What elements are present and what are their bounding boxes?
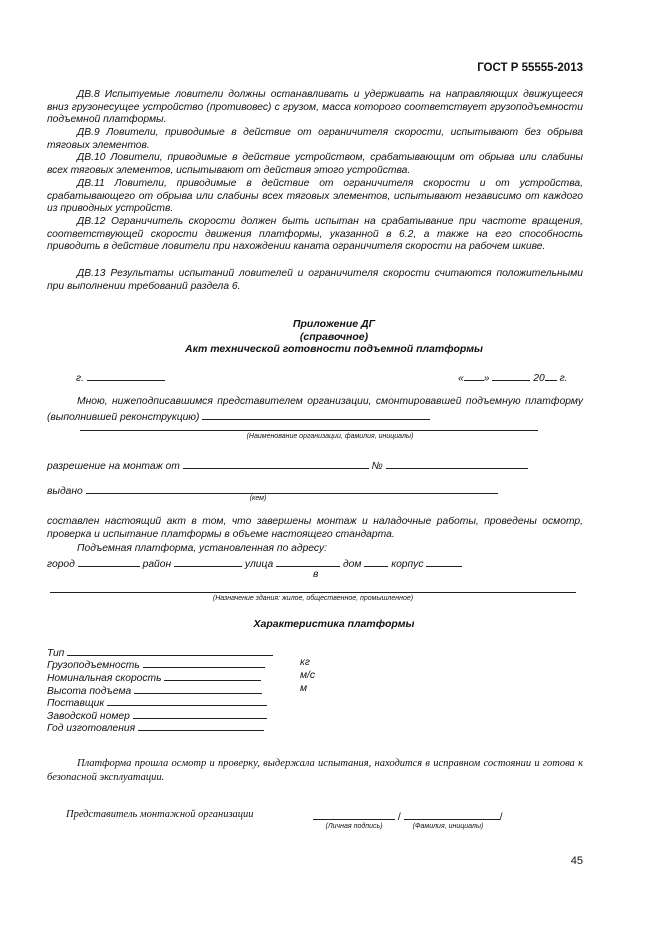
day-field[interactable] xyxy=(464,370,484,381)
spec-label: Тип xyxy=(47,648,65,659)
organization-field-line[interactable] xyxy=(80,430,538,431)
page-number: 45 xyxy=(570,855,583,867)
height-field[interactable] xyxy=(134,683,262,694)
city-field[interactable] xyxy=(87,370,165,381)
clause-dv11: ДВ.11 Ловители, приводимые в действие от ограничителя скорости и от устройства, срабатывающего от обрыва или слабины всех тяговых элементов, испытывают независимо от каждого из приводных устройств. xyxy=(47,178,583,215)
year-suffix: г. xyxy=(559,373,568,384)
issued-line xyxy=(47,483,498,497)
date-line xyxy=(458,370,568,384)
building-field[interactable] xyxy=(426,556,462,567)
signature-label: Представитель монтажной организации xyxy=(66,809,254,820)
intro-text-label: Мною, нижеподписавшимся представителем организации, смонтировавшей подъемную платформу (выполнившей реконструкцию) xyxy=(47,396,583,423)
permit-line xyxy=(47,458,528,472)
year-made-field[interactable] xyxy=(138,720,264,731)
date-open: « xyxy=(458,373,464,384)
clause-dv10: ДВ.10 Ловители, приводимые в действие устройством, срабатывающим от обрыва или слабины всех тяговых элементов, испытывают от действия этого устройства. xyxy=(47,152,583,176)
issued-caption: (кем) xyxy=(249,495,267,502)
year-prefix: 20 xyxy=(533,373,545,384)
standard-number: ГОСТ Р 55555-2013 xyxy=(477,62,583,74)
spec-row-capacity xyxy=(47,657,265,671)
spec-row-year xyxy=(47,720,264,734)
appendix-heading: Акт технической готовности подъемной платформы xyxy=(185,343,483,355)
clause-dv8: ДВ.8 Испытуемые ловители должны останавливать и удерживать на направляющих движущееся вниз грузонесущее устройство (противовес) с грузом, масса которого соответствует грузоподъемности подъемной платформы. xyxy=(47,89,583,126)
signature-line: / / xyxy=(313,809,503,823)
house-label: дом xyxy=(342,559,362,570)
building-purpose-field[interactable] xyxy=(50,592,576,593)
clause-dv12: ДВ.12 Ограничитель скорости должен быть испытан на срабатывание при частоте вращения, соответствующей скорости движения платформы, указанной в 6.2, а также на его способность приводить в действие ловители при нахождении каната ограничителя скорости на рабочем шкиве. xyxy=(47,216,583,253)
name-field[interactable] xyxy=(404,809,500,820)
spec-label: Высота подъема xyxy=(47,686,132,697)
speed-field[interactable] xyxy=(164,670,261,681)
spec-row-speed xyxy=(47,670,261,684)
street-field[interactable] xyxy=(276,556,340,567)
appendix-subtitle: (справочное) xyxy=(299,331,369,343)
city-label: город xyxy=(47,559,75,570)
spec-label: Год изготовления xyxy=(47,723,136,734)
appendix-title: Приложение ДГ xyxy=(292,318,376,330)
height-unit: м xyxy=(300,683,308,694)
spec-label: Номинальная скорость xyxy=(47,673,162,684)
spec-label: Грузоподъемность xyxy=(47,660,140,671)
permit-number-field[interactable] xyxy=(386,458,528,469)
permit-label: разрешение на монтаж от xyxy=(47,461,180,472)
characteristics-title: Характеристика платформы xyxy=(253,618,415,630)
supplier-field[interactable] xyxy=(107,695,267,706)
building-caption: (Назначение здания: жилое, общественное, промышленное) xyxy=(212,595,414,602)
district-field[interactable] xyxy=(174,556,242,567)
name-caption: (Фамилия, инициалы) xyxy=(412,823,484,830)
district-label: район xyxy=(142,559,172,570)
organization-caption: (Наименование организации, фамилия, инициалы) xyxy=(246,433,414,440)
clause-dv13: ДВ.13 Результаты испытаний ловителей и ограничителя скорости считаются положительными при выполнении требований раздела 6. xyxy=(47,268,583,292)
address-city-field[interactable] xyxy=(78,556,140,567)
building-label: корпус xyxy=(391,559,424,570)
year-field[interactable] xyxy=(545,370,557,381)
number-label: № xyxy=(371,461,383,472)
conclusion-text: Платформа прошла осмотр и проверку, выдержала испытания, находится в исправном состоянии и готова к безопасной эксплуатации. xyxy=(47,758,583,783)
address-line xyxy=(47,556,462,570)
date-close: » xyxy=(483,373,490,384)
street-label: улица xyxy=(244,559,274,570)
in-label: в xyxy=(313,569,319,580)
spec-label: Поставщик xyxy=(47,698,105,709)
signature-caption: (Личная подпись) xyxy=(325,823,383,830)
serial-field[interactable] xyxy=(133,708,267,719)
spec-label: Заводской номер xyxy=(47,711,130,722)
address-intro: Подъемная платформа, установленная по адресу: xyxy=(77,543,327,554)
issued-by-field[interactable] xyxy=(86,483,498,494)
month-field[interactable] xyxy=(492,370,530,381)
clause-dv9: ДВ.9 Ловители, приводимые в действие от ограничителя скорости, испытывают без обрыва тяговых элементов. xyxy=(47,127,583,151)
capacity-unit: кг xyxy=(300,657,310,668)
city-line xyxy=(76,370,165,384)
city-prefix: г. xyxy=(76,373,84,384)
issued-label: выдано xyxy=(47,486,83,497)
organization-field[interactable] xyxy=(202,409,430,420)
house-field[interactable] xyxy=(364,556,388,567)
type-field[interactable] xyxy=(67,645,273,656)
permit-date-field[interactable] xyxy=(183,458,369,469)
intro-text xyxy=(47,396,583,424)
capacity-field[interactable] xyxy=(143,657,265,668)
signature-field[interactable] xyxy=(313,809,395,820)
act-text: составлен настоящий акт в том, что завершены монтаж и наладочные работы, проведены осмотр, проверка и испытание платформы в объеме настоящего стандарта. xyxy=(47,516,583,540)
speed-unit: м/с xyxy=(300,670,316,681)
spec-row-supplier xyxy=(47,695,267,709)
